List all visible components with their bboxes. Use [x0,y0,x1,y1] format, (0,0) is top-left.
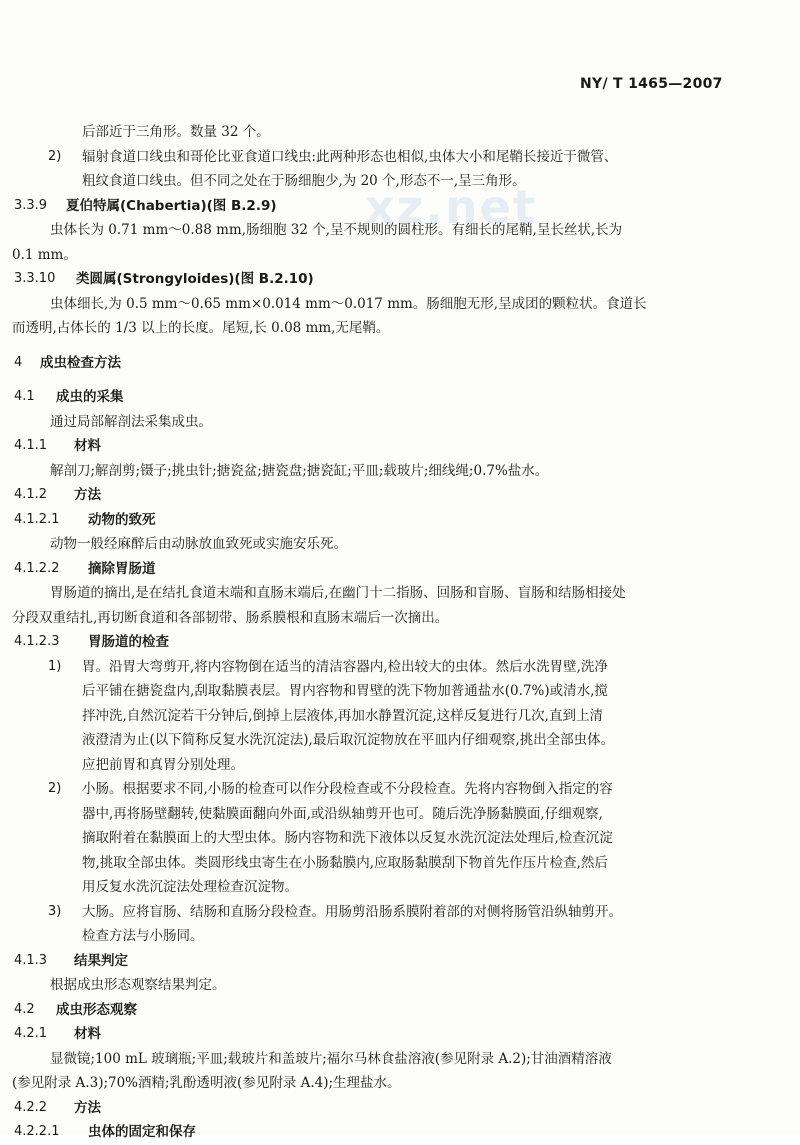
section-heading [0,194,800,219]
paragraph-text: 动物一般经麻醉后由动脉放血致死或实施安乐死。 [50,536,347,552]
section-title: 成虫的采集 [56,389,124,405]
section-title: 夏伯特属(Chabertia)(图 B.2.9) [66,197,277,214]
list-item-continuation [0,704,800,729]
paragraph-line [0,1047,800,1072]
section-number: 4.2 [14,1001,35,1017]
list-text: 液澄清为止(以下简称反复水洗沉淀法),最后取沉淀物放在平皿内仔细观察,挑出全部虫体。 [82,732,615,748]
section-number: 4.1.3 [14,952,48,968]
paragraph-line [0,292,800,317]
chapter-heading [0,351,800,376]
section-heading [0,998,800,1023]
list-text: 胃。沿胃大弯剪开,将内容物倒在适当的清洁容器内,检出较大的虫体。然后水洗胃壁,洗净 [82,658,608,675]
list-item-continuation [0,169,800,194]
list-item [0,145,800,170]
section-heading [0,508,800,533]
list-item-continuation [0,802,800,827]
section-number: 4.1.2.3 [14,634,60,649]
paragraph-text: 根据成虫形态观察结果判定。 [50,977,226,993]
paragraph-text: 通过局部解剖法采集成虫。 [50,413,212,430]
section-title: 摘除胃肠道 [88,560,156,577]
section-heading [0,557,800,582]
list-text: 粗纹食道口线虫。但不同之处在于肠细胞少,为 20 个,形态不一,呈三角形。 [82,173,526,189]
list-text: 大肠。应将盲肠、结肠和直肠分段检查。用肠剪沿肠系膜附着部的对侧将肠管沿纵轴剪开。 [82,903,622,920]
list-number: 2) [48,781,62,796]
list-number: 1) [48,658,62,674]
paragraph-line [0,1071,800,1096]
list-number: 3) [48,903,62,919]
section-title: 类圆属(Strongyloides)(图 B.2.10) [76,271,314,287]
section-heading [0,949,800,974]
paragraph-text: 显微镜;100 mL 玻璃瓶;平皿;载玻片和盖玻片;福尔马林食盐溶液(参见附录 A.2);甘油酒精溶液 [50,1050,612,1067]
list-text: 小肠。根据要求不同,小肠的检查可以作分段检查或不分段检查。先将内容物倒入指定的容 [82,781,613,797]
list-text: 用反复水洗沉淀法处理检查沉淀物。 [82,879,298,895]
section-title: 材料 [74,438,101,454]
section-number: 4.1.2.2 [14,560,60,576]
paragraph-line [0,218,800,243]
list-item-continuation [0,875,800,900]
paragraph-line [0,973,800,998]
section-title: 方法 [74,487,101,503]
paragraph-text: 0.1 mm。 [12,246,77,263]
paragraph-text: 解剖刀;解剖剪;镊子;挑虫针;搪瓷盆;搪瓷盘;搪瓷缸;平皿;载玻片;细线绳;0.7%盐水。 [50,462,549,479]
paragraph-line [0,532,800,557]
list-text: 器中,再将肠壁翻转,使黏膜面翻向外面,或沿纵轴剪开也可。随后洗净肠黏膜面,仔细观察, [82,805,603,822]
list-item-continuation [0,728,800,753]
list-text: 拌冲洗,自然沉淀若干分钟后,倒掉上层液体,再加水静置沉淀,这样反复进行几次,直到上清 [82,707,603,724]
paragraph-text: 虫体长为 0.71 mm～0.88 mm,肠细胞 32 个,呈不规则的圆柱形。有细长的尾鞘,呈长丝状,长为 [50,222,623,238]
section-number: 4.2.2 [14,1099,48,1115]
section-title: 虫体的固定和保存 [88,1124,196,1140]
list-item-continuation [0,924,800,949]
section-title: 方法 [74,1099,101,1116]
section-title: 胃肠道的检查 [88,634,169,650]
paragraph-text: 分段双重结扎,再切断食道和各部韧带、肠系膜根和直肠末端后一次摘出。 [12,609,449,626]
list-item [0,655,800,680]
list-text: 后平铺在搪瓷盘内,刮取黏膜表层。胃内容物和胃壁的洗下物加普通盐水(0.7%)或清水,搅 [82,683,608,699]
section-number: 4.1.1 [14,438,48,453]
text-line [0,120,800,145]
paragraph-line [0,243,800,268]
list-number: 2) [48,148,62,164]
section-title: 成虫形态观察 [56,1001,137,1018]
list-text: 物,挑取全部虫体。类圆形线虫寄生在小肠黏膜内,应取肠黏膜刮下物首先作压片检查,然后 [82,854,608,871]
paragraph-line [0,410,800,435]
section-heading [0,1022,800,1047]
standard-code-header: NY/ T 1465—2007 [580,76,723,92]
section-heading [0,630,800,655]
section-title: 结果判定 [74,952,128,969]
section-heading [0,1120,800,1145]
document-body [0,120,800,1145]
section-number: 3.3.10 [14,271,56,286]
section-number: 4.2.2.1 [14,1124,60,1139]
list-text: 应把前胃和真胃分别处理。 [82,756,244,773]
paragraph-line [0,581,800,606]
list-item-continuation [0,753,800,778]
paragraph-text: (参见附录 A.3);70%酒精;乳酚透明液(参见附录 A.4);生理盐水。 [12,1075,401,1091]
list-item [0,777,800,802]
section-heading [0,483,800,508]
section-number: 4.2.1 [14,1026,48,1041]
section-number: 4.1.2 [14,487,48,502]
section-heading [0,434,800,459]
chapter-number: 4 [14,354,23,370]
section-heading [0,1096,800,1121]
paragraph-line [0,459,800,484]
paragraph-line [0,316,800,341]
paragraph-text: 而透明,占体长的 1/3 以上的长度。尾短,长 0.08 mm,无尾鞘。 [12,320,390,336]
section-number: 4.1.2.1 [14,511,60,527]
paragraph-line [0,606,800,631]
watermark: xz.net [365,180,537,234]
chapter-title: 成虫检查方法 [40,354,121,371]
list-text: 摘取附着在黏膜面上的大型虫体。肠内容物和洗下液体以反复水洗沉淀法处理后,检查沉淀 [82,830,613,846]
list-text: 辐射食道口线虫和哥伦比亚食道口线虫:此两种形态也相似,虫体大小和尾鞘长接近于微管、 [82,148,618,165]
list-item-continuation [0,851,800,876]
paragraph-text: 胃肠道的摘出,是在结扎食道末端和直肠末端后,在幽门十二指肠、回肠和盲肠、盲肠和结肠相接处 [50,585,626,601]
section-heading [0,385,800,410]
section-title: 材料 [74,1026,101,1042]
list-item [0,900,800,925]
section-heading [0,267,800,292]
list-item-continuation [0,679,800,704]
paragraph-text: 虫体细长,为 0.5 mm～0.65 mm×0.014 mm～0.017 mm。肠细胞无形,呈成团的颗粒状。食道长 [50,295,647,312]
section-title: 动物的致死 [88,511,156,528]
paragraph-continuation: 后部近于三角形。数量 32 个。 [82,124,270,140]
section-number: 3.3.9 [14,197,48,213]
section-number: 4.1 [14,389,35,404]
list-item-continuation [0,826,800,851]
list-text: 检查方法与小肠同。 [82,928,204,944]
